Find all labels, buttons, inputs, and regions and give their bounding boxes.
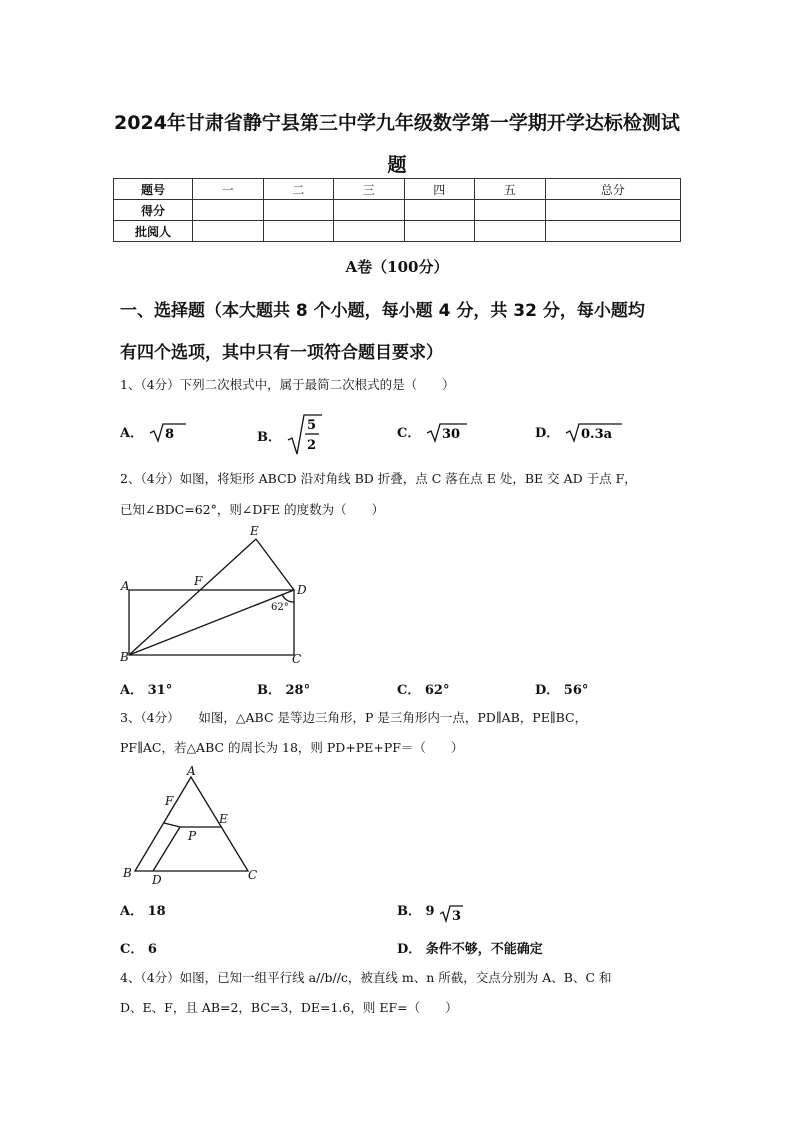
score-header-cell: 一 <box>193 179 264 200</box>
diagonal-bd <box>129 590 294 655</box>
q1-option-b-denominator: 2 <box>306 438 316 453</box>
q3-option-b-radicand: 3 <box>452 909 462 923</box>
triangle-abc <box>135 777 248 871</box>
q1-option-b-numerator: 5 <box>306 418 316 433</box>
q1-option-a <box>120 421 188 443</box>
score-header-cell: 五 <box>475 179 546 200</box>
q1-option-c-label: C． <box>397 426 421 441</box>
reviewer-cell <box>193 221 264 242</box>
score-cell <box>193 200 264 221</box>
question-1-stem: 1、（4分）下列二次根式中，属于最简二次根式的是（ ） <box>120 377 455 392</box>
score-cell <box>334 200 405 221</box>
q2-option-b: B． 28° <box>257 683 311 698</box>
score-cell <box>404 200 475 221</box>
label-f: F <box>165 794 174 808</box>
question-3-stem: 3、（4分） 如图，△ABC 是等边三角形，P 是三角形内一点，PD∥AB，PE∥BC， <box>120 710 588 725</box>
label-e: E <box>219 812 228 826</box>
document-title: 2024年甘肃省静宁县第三中学九年级数学第一学期开学达标检测试 <box>114 112 680 134</box>
q1-option-a-radicand: 8 <box>164 427 174 442</box>
q1-option-c <box>397 421 469 443</box>
q1-option-c-radicand: 30 <box>441 427 460 442</box>
reviewer-cell <box>475 221 546 242</box>
label-d: D <box>152 873 162 887</box>
q3-option-b <box>397 900 465 923</box>
q3-option-a: A． 18 <box>120 904 166 919</box>
q2-option-a: A． 31° <box>120 683 173 698</box>
q1-option-d <box>535 421 624 443</box>
segment-ed <box>256 539 294 590</box>
score-header-cell: 题号 <box>114 179 193 200</box>
sqrt-symbol-icon <box>564 421 624 443</box>
score-cell <box>263 200 334 221</box>
section-heading: 一、选择题（本大题共 8 个小题，每小题 4 分，共 32 分，每小题均 <box>120 301 645 321</box>
question-2-stem-continued: 已知∠BDC=62°，则∠DFE 的度数为（ ） <box>120 502 385 517</box>
q3-option-c: C． 6 <box>120 942 157 957</box>
reviewer-cell <box>545 221 681 242</box>
question-3-stem-continued: PF∥AC，若△ABC 的周长为 18，则 PD+PE+PF＝（ ） <box>120 740 464 755</box>
rectangle-fold-figure <box>116 522 316 670</box>
sqrt-fraction-icon <box>286 412 326 456</box>
q1-option-a-label: A． <box>120 426 144 441</box>
paper-section-title: A卷（100分） <box>345 258 449 276</box>
label-d: D <box>297 583 307 597</box>
label-c: C <box>248 868 258 882</box>
question-2-stem: 2、（4分）如图，将矩形 ABCD 沿对角线 BD 折叠，点 C 落在点 E 处，BE 交 AD 于点 F， <box>120 471 637 486</box>
sqrt-symbol-icon <box>148 421 188 443</box>
q3-option-d: D． 条件不够，不能确定 <box>397 942 543 957</box>
sqrt-symbol-icon <box>425 421 469 443</box>
label-a: A <box>187 765 196 778</box>
sqrt-symbol-icon <box>439 901 465 923</box>
score-header-cell: 四 <box>404 179 475 200</box>
segment-be <box>129 539 256 655</box>
score-header-cell: 三 <box>334 179 405 200</box>
reviewer-cell <box>404 221 475 242</box>
q2-option-d: D． 56° <box>535 683 589 698</box>
score-cell <box>475 200 546 221</box>
label-e: E <box>250 524 259 538</box>
section-heading-continued: 有四个选项，其中只有一项符合题目要求） <box>120 343 443 363</box>
question-4-stem: 4、（4分）如图，已知一组平行线 a//b//c，被直线 m、n 所截，交点分别为 A、B、C 和 <box>120 970 612 985</box>
score-table <box>113 178 681 242</box>
score-row-label: 得分 <box>114 200 193 221</box>
q1-option-b-label: B． <box>257 430 281 445</box>
q1-option-b <box>257 412 326 456</box>
score-header-cell: 总分 <box>545 179 681 200</box>
label-a: A <box>121 579 130 593</box>
label-c: C <box>292 652 302 666</box>
document-title-continued: 题 <box>387 154 407 176</box>
q1-option-d-radicand: 0.3a <box>580 427 612 442</box>
angle-62-label: 62° <box>271 602 289 613</box>
q1-option-d-label: D． <box>535 426 560 441</box>
reviewer-cell <box>263 221 334 242</box>
q2-option-c: C． 62° <box>397 683 450 698</box>
label-f: F <box>194 574 203 588</box>
label-b: B <box>123 866 132 880</box>
score-row <box>114 200 681 221</box>
equilateral-triangle-figure <box>118 765 268 887</box>
score-table-header-row <box>114 179 681 200</box>
reviewer-cell <box>334 221 405 242</box>
label-b: B <box>120 650 129 664</box>
reviewer-row <box>114 221 681 242</box>
score-cell <box>545 200 681 221</box>
q3-option-b-label: B． 9 <box>397 904 435 919</box>
segment-pf <box>164 823 180 827</box>
score-header-cell: 二 <box>263 179 334 200</box>
reviewer-row-label: 批阅人 <box>114 221 193 242</box>
angle-arc <box>282 594 294 602</box>
question-4-stem-continued: D、E、F，且 AB=2，BC=3，DE=1.6，则 EF=（ ） <box>120 1000 458 1015</box>
label-p: P <box>188 829 197 843</box>
